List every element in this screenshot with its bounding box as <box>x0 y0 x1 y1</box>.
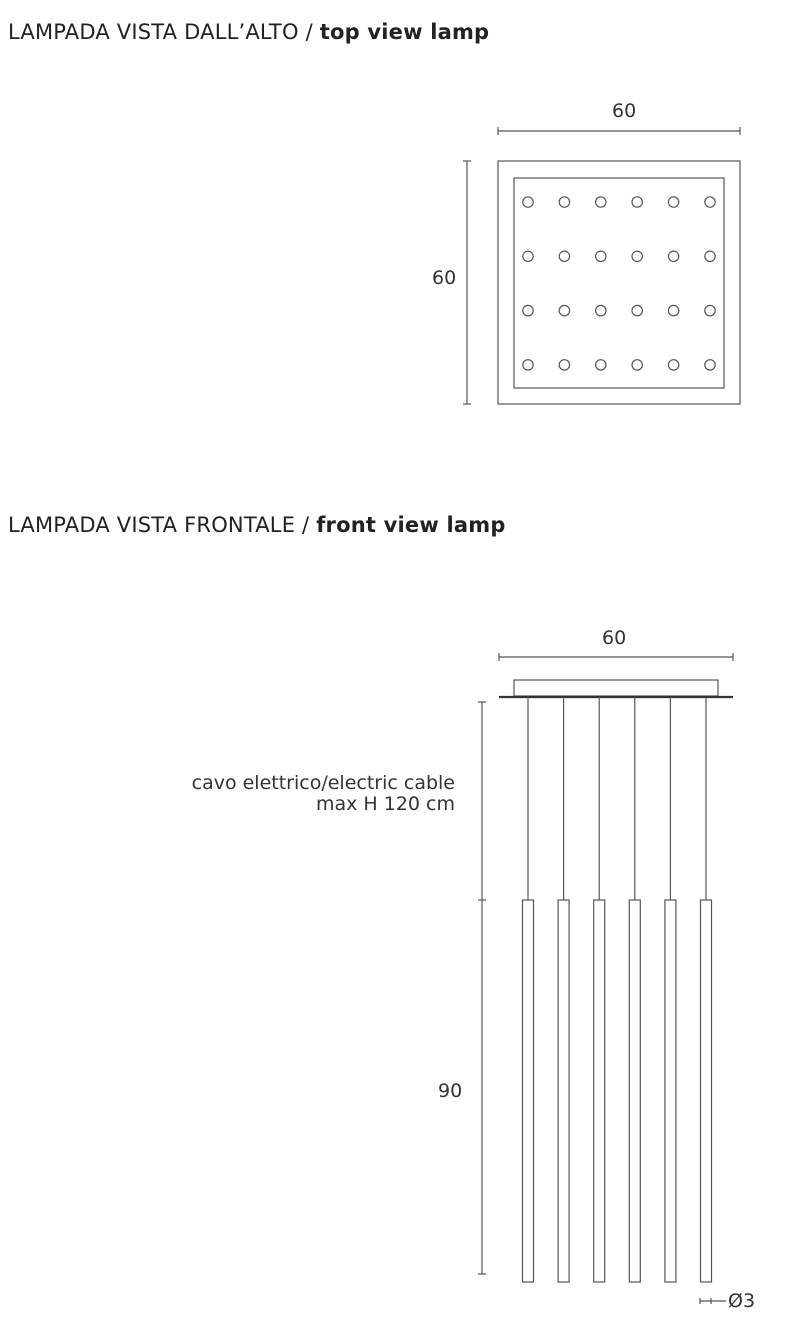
light-point-icon <box>632 360 642 370</box>
light-point-icon <box>523 251 533 261</box>
top-view-width-label: 60 <box>612 100 637 122</box>
light-point-icon <box>596 360 606 370</box>
light-point-icon <box>523 305 533 315</box>
cable-label-line2: max H 120 cm <box>315 793 455 815</box>
light-point-icon <box>668 197 678 207</box>
light-point-icon <box>559 305 569 315</box>
light-point-icon <box>523 197 533 207</box>
light-point-icon <box>705 251 715 261</box>
light-point-icon <box>559 251 569 261</box>
light-point-icon <box>705 360 715 370</box>
light-point-icon <box>596 197 606 207</box>
light-point-icon <box>632 305 642 315</box>
top-view-height-label: 60 <box>432 267 457 289</box>
light-point-icon <box>559 360 569 370</box>
pendant-tube <box>594 900 605 1282</box>
diameter-label: Ø3 <box>728 1290 756 1312</box>
top-view-heading-it: LAMPADA VISTA DALL’ALTO / <box>8 20 313 44</box>
front-view-heading-en: front view lamp <box>316 513 506 537</box>
light-points-grid <box>523 197 715 370</box>
pendant-tube <box>701 900 712 1282</box>
cable-label-line1: cavo elettrico/electric cable <box>191 772 455 794</box>
pendant-tube <box>629 900 640 1282</box>
front-view-heading-it: LAMPADA VISTA FRONTALE / <box>8 513 310 537</box>
tube-length-label: 90 <box>438 1080 463 1102</box>
front-view-width-label: 60 <box>602 627 627 649</box>
pendant-tube <box>523 900 534 1282</box>
top-view-heading-en: top view lamp <box>319 20 490 44</box>
pendant-tubes <box>523 697 712 1282</box>
light-point-icon <box>632 197 642 207</box>
light-point-icon <box>668 360 678 370</box>
light-point-icon <box>596 251 606 261</box>
canopy-outer-square <box>498 161 740 404</box>
light-point-icon <box>705 197 715 207</box>
pendant-tube <box>558 900 569 1282</box>
canopy-front <box>514 680 718 696</box>
pendant-tube <box>665 900 676 1282</box>
canopy-inner-square <box>514 178 724 388</box>
light-point-icon <box>559 197 569 207</box>
light-point-icon <box>705 305 715 315</box>
light-point-icon <box>632 251 642 261</box>
light-point-icon <box>523 360 533 370</box>
light-point-icon <box>668 305 678 315</box>
light-point-icon <box>668 251 678 261</box>
light-point-icon <box>596 305 606 315</box>
front-view-drawing <box>478 653 733 1304</box>
top-view-drawing <box>463 127 740 404</box>
